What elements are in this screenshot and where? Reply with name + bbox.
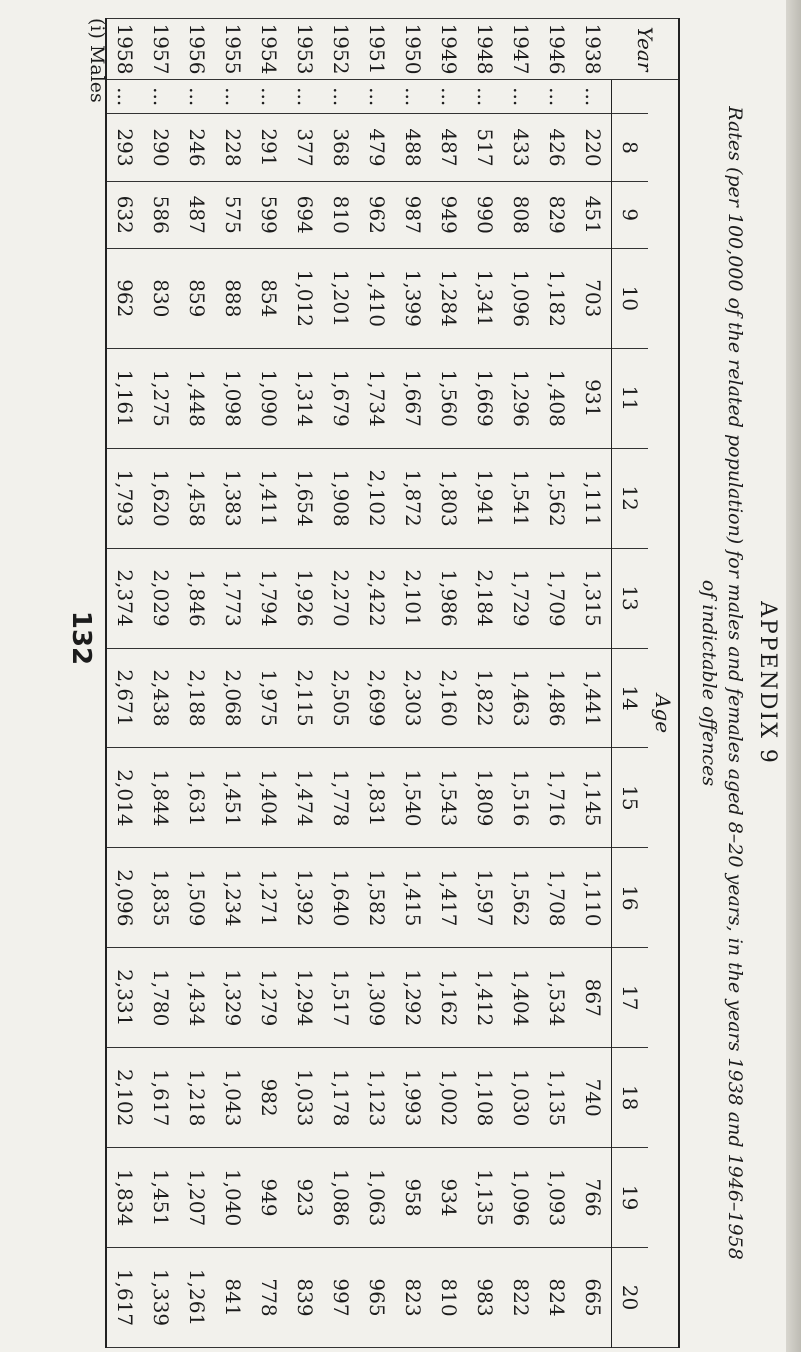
table-cell: 990 (467, 181, 503, 248)
table-cell: 1,043 (215, 1048, 251, 1148)
table-cell: 2,374 (106, 548, 143, 648)
table-cell: 997 (323, 1248, 359, 1348)
age-col: 8 (612, 114, 649, 181)
table-cell: 1,294 (287, 948, 323, 1048)
table-cell: 1,908 (323, 448, 359, 548)
age-col: 18 (612, 1048, 649, 1148)
table-cell: 1,417 (431, 848, 467, 948)
table-cell: 2,160 (431, 648, 467, 748)
table-row (179, 19, 215, 1348)
table-cell: 1,451 (215, 748, 251, 848)
table-cell: 949 (251, 1148, 287, 1248)
table-cell: 1,279 (251, 948, 287, 1048)
table-cell: 2,303 (395, 648, 431, 748)
table-cell: 1,846 (179, 548, 215, 648)
table-cell: 1,451 (143, 1148, 179, 1248)
table-cell: 839 (287, 1248, 323, 1348)
table-cell: 368 (323, 114, 359, 181)
table-cell: 293 (106, 114, 143, 181)
table-row (467, 19, 503, 1348)
table-cell: 1,562 (539, 448, 575, 548)
table-cell: 1,803 (431, 448, 467, 548)
row-year: 1952 (323, 19, 359, 80)
table-cell: 2,068 (215, 648, 251, 748)
table-cell: 1,822 (467, 648, 503, 748)
table-row (539, 19, 575, 1348)
row-year: 1950 (395, 19, 431, 80)
table-row (359, 19, 395, 1348)
table-cell: ... (539, 80, 575, 114)
table-cell: 1,292 (395, 948, 431, 1048)
age-col: 12 (612, 448, 649, 548)
table-cell: 2,699 (359, 648, 395, 748)
table-cell: 810 (431, 1248, 467, 1348)
table-cell: 488 (395, 114, 431, 181)
table-cell: 1,411 (251, 448, 287, 548)
table-cell: 2,331 (106, 948, 143, 1048)
page-number: 132 (66, 610, 97, 666)
age-col: 14 (612, 648, 649, 748)
table-cell: 1,835 (143, 848, 179, 948)
table-cell: 1,341 (467, 248, 503, 348)
table-cell: 2,188 (179, 648, 215, 748)
table-cell: 433 (503, 114, 539, 181)
table-cell: 1,654 (287, 448, 323, 548)
table-cell: 1,540 (395, 748, 431, 848)
table-cell: 931 (575, 348, 612, 448)
table-cell: 1,093 (539, 1148, 575, 1248)
table-cell: 1,111 (575, 448, 612, 548)
table-cell: 1,314 (287, 348, 323, 448)
table-cell: 1,234 (215, 848, 251, 948)
table-cell: 2,270 (323, 548, 359, 648)
table-cell: ... (251, 80, 287, 114)
table-cell: 1,178 (323, 1048, 359, 1148)
page-edge (786, 0, 801, 1352)
table-cell: 2,096 (106, 848, 143, 948)
table-cell: 1,410 (359, 248, 395, 348)
row-year: 1957 (143, 19, 179, 80)
table-cell: ... (179, 80, 215, 114)
table-cell: 1,517 (323, 948, 359, 1048)
table-cell: 934 (431, 1148, 467, 1248)
table-cell: 2,014 (106, 748, 143, 848)
table-cell: 1,708 (539, 848, 575, 948)
table-cell: 586 (143, 181, 179, 248)
table-cell: 1,182 (539, 248, 575, 348)
row-year: 1946 (539, 19, 575, 80)
table-cell: 1,975 (251, 648, 287, 748)
table-cell: 1,284 (431, 248, 467, 348)
table-cell: 2,102 (106, 1048, 143, 1148)
table-cell: 1,315 (575, 548, 612, 648)
table-cell: 1,773 (215, 548, 251, 648)
age-col-blank (612, 80, 649, 114)
table-cell: 1,831 (359, 748, 395, 848)
table-cell: 822 (503, 1248, 539, 1348)
table-cell: 517 (467, 114, 503, 181)
table-cell: 1,415 (395, 848, 431, 948)
table-cell: 808 (503, 181, 539, 248)
table-row (106, 19, 143, 1348)
table-cell: 965 (359, 1248, 395, 1348)
table-cell: 1,329 (215, 948, 251, 1048)
table-cell: 1,793 (106, 448, 143, 548)
table-cell: 982 (251, 1048, 287, 1148)
table-cell: 1,780 (143, 948, 179, 1048)
table-cell: 2,422 (359, 548, 395, 648)
table-cell: 1,474 (287, 748, 323, 848)
table-cell: 962 (106, 248, 143, 348)
table-cell: 2,671 (106, 648, 143, 748)
table-cell: 1,809 (467, 748, 503, 848)
table-cell: 1,145 (575, 748, 612, 848)
table-cell: 377 (287, 114, 323, 181)
table-cell: 1,516 (503, 748, 539, 848)
table-cell: 1,063 (359, 1148, 395, 1248)
table-cell: 1,408 (539, 348, 575, 448)
table-cell: ... (395, 80, 431, 114)
table-cell: 1,543 (431, 748, 467, 848)
table-cell: 451 (575, 181, 612, 248)
table-cell: 859 (179, 248, 215, 348)
table-cell: 1,734 (359, 348, 395, 448)
table-cell: 426 (539, 114, 575, 181)
table-cell: 1,617 (143, 1048, 179, 1148)
age-values-row (612, 19, 649, 1348)
row-year: 1955 (215, 19, 251, 80)
table-cell: 854 (251, 248, 287, 348)
table-cell: 1,040 (215, 1148, 251, 1248)
age-col: 15 (612, 748, 649, 848)
table-cell: 1,096 (503, 1148, 539, 1248)
table-cell: 1,560 (431, 348, 467, 448)
table-cell: 1,275 (143, 348, 179, 448)
table-row (323, 19, 359, 1348)
table-cell: 291 (251, 114, 287, 181)
table-cell: 1,631 (179, 748, 215, 848)
table-cell: 962 (359, 181, 395, 248)
table-cell: 1,207 (179, 1148, 215, 1248)
table-cell: 1,709 (539, 548, 575, 648)
table-cell: 1,778 (323, 748, 359, 848)
table-cell: ... (106, 80, 143, 114)
table-cell: 841 (215, 1248, 251, 1348)
table-cell: 1,794 (251, 548, 287, 648)
table-cell: 694 (287, 181, 323, 248)
table-cell: ... (143, 80, 179, 114)
table-cell: 1,096 (503, 248, 539, 348)
table-cell: 778 (251, 1248, 287, 1348)
table-cell: 1,534 (539, 948, 575, 1048)
row-year: 1938 (575, 19, 612, 80)
table-cell: ... (215, 80, 251, 114)
table-cell: 1,123 (359, 1048, 395, 1148)
table-row (251, 19, 287, 1348)
table-cell: 1,926 (287, 548, 323, 648)
section-label: (i) Males (86, 18, 108, 103)
table-cell: 1,162 (431, 948, 467, 1048)
table-row (395, 19, 431, 1348)
age-col: 11 (612, 348, 649, 448)
table-cell: 2,115 (287, 648, 323, 748)
offences-rate-table (105, 18, 680, 1348)
table-cell: 1,309 (359, 948, 395, 1048)
table-cell: 1,582 (359, 848, 395, 948)
table-cell: 1,218 (179, 1048, 215, 1148)
table-cell: 1,404 (503, 948, 539, 1048)
row-year: 1958 (106, 19, 143, 80)
table-cell: 1,834 (106, 1148, 143, 1248)
table-cell: 246 (179, 114, 215, 181)
table-row (575, 19, 612, 1348)
table-cell: 1,002 (431, 1048, 467, 1148)
rotated-page-inner (20, 18, 780, 1348)
table-row (431, 19, 467, 1348)
table-cell: 228 (215, 114, 251, 181)
table-cell: 1,392 (287, 848, 323, 948)
table-cell: 1,383 (215, 448, 251, 548)
rotated-page (20, 18, 780, 1348)
table-cell: 632 (106, 181, 143, 248)
table-cell: 1,033 (287, 1048, 323, 1148)
age-col: 17 (612, 948, 649, 1048)
table-cell: 867 (575, 948, 612, 1048)
caption-line-1: Rates (per 100,000 of the related population) for males and females aged 8–20 years, in the years 1938 and 1946–1958 (724, 106, 746, 1260)
table-cell: ... (575, 80, 612, 114)
table-cell: 1,412 (467, 948, 503, 1048)
table-cell: ... (323, 80, 359, 114)
table-cell: 1,844 (143, 748, 179, 848)
age-header-row (648, 19, 679, 1348)
table-row (503, 19, 539, 1348)
row-year: 1956 (179, 19, 215, 80)
table-cell: 599 (251, 181, 287, 248)
table-cell: 1,463 (503, 648, 539, 748)
table-cell: 830 (143, 248, 179, 348)
age-header: Age (648, 80, 679, 1348)
table-cell: 987 (395, 181, 431, 248)
caption-line-2: of indictable offences (698, 579, 720, 787)
table-cell: ... (503, 80, 539, 114)
table-cell: 1,441 (575, 648, 612, 748)
age-col: 13 (612, 548, 649, 648)
table-cell: 1,679 (323, 348, 359, 448)
table-cell: 1,030 (503, 1048, 539, 1148)
table-cell: 1,271 (251, 848, 287, 948)
table-cell: ... (431, 80, 467, 114)
table-cell: 1,086 (323, 1148, 359, 1248)
table-cell: 1,090 (251, 348, 287, 448)
table-cell: 2,102 (359, 448, 395, 548)
row-year: 1948 (467, 19, 503, 80)
table-cell: 1,135 (467, 1148, 503, 1248)
table-cell: 1,620 (143, 448, 179, 548)
table-cell: 1,716 (539, 748, 575, 848)
table-cell: 810 (323, 181, 359, 248)
table-cell: 949 (431, 181, 467, 248)
table-row (287, 19, 323, 1348)
table-cell: 479 (359, 114, 395, 181)
age-col: 10 (612, 248, 649, 348)
table-cell: 2,101 (395, 548, 431, 648)
table-cell: 1,296 (503, 348, 539, 448)
table-cell: 1,993 (395, 1048, 431, 1148)
table-cell: 1,562 (503, 848, 539, 948)
table-cell: 575 (215, 181, 251, 248)
table-cell: 2,438 (143, 648, 179, 748)
table-cell: 766 (575, 1148, 612, 1248)
age-col: 9 (612, 181, 649, 248)
table-cell: 1,667 (395, 348, 431, 448)
table-cell: 823 (395, 1248, 431, 1348)
table-cell: 2,029 (143, 548, 179, 648)
table-cell: ... (287, 80, 323, 114)
table-cell: ... (467, 80, 503, 114)
appendix-title: APPENDIX 9 (755, 601, 780, 765)
table-cell: 1,486 (539, 648, 575, 748)
table-cell: 1,617 (106, 1248, 143, 1348)
row-year: 1949 (431, 19, 467, 80)
table-cell: 1,404 (251, 748, 287, 848)
table-cell: 1,669 (467, 348, 503, 448)
table-cell: 923 (287, 1148, 323, 1248)
table-body (106, 19, 612, 1348)
table-cell: 1,941 (467, 448, 503, 548)
table-cell: 1,339 (143, 1248, 179, 1348)
table-cell: 2,184 (467, 548, 503, 648)
table-cell: 1,448 (179, 348, 215, 448)
table-cell: ... (359, 80, 395, 114)
table-cell: 1,261 (179, 1248, 215, 1348)
table-cell: 1,640 (323, 848, 359, 948)
age-col: 19 (612, 1148, 649, 1248)
table-cell: 888 (215, 248, 251, 348)
table-cell: 1,135 (539, 1048, 575, 1148)
row-year: 1947 (503, 19, 539, 80)
table-cell: 1,986 (431, 548, 467, 648)
table-cell: 983 (467, 1248, 503, 1348)
table-cell: 487 (179, 181, 215, 248)
row-year: 1953 (287, 19, 323, 80)
age-col: 16 (612, 848, 649, 948)
table-cell: 1,012 (287, 248, 323, 348)
table-cell: 2,505 (323, 648, 359, 748)
table-cell: 1,399 (395, 248, 431, 348)
table-cell: 1,098 (215, 348, 251, 448)
table-cell: 824 (539, 1248, 575, 1348)
table-row (215, 19, 251, 1348)
table-cell: 1,110 (575, 848, 612, 948)
table-cell: 829 (539, 181, 575, 248)
table-cell: 1,161 (106, 348, 143, 448)
table-cell: 1,541 (503, 448, 539, 548)
table-cell: 290 (143, 114, 179, 181)
table-cell: 1,108 (467, 1048, 503, 1148)
table-cell: 487 (431, 114, 467, 181)
table-cell: 1,597 (467, 848, 503, 948)
table-cell: 958 (395, 1148, 431, 1248)
table-cell: 1,434 (179, 948, 215, 1048)
table-cell: 1,509 (179, 848, 215, 948)
row-year: 1951 (359, 19, 395, 80)
age-col: 20 (612, 1248, 649, 1348)
table-cell: 740 (575, 1048, 612, 1148)
year-header: Year (612, 19, 680, 80)
table-cell: 1,458 (179, 448, 215, 548)
table-cell: 1,872 (395, 448, 431, 548)
table-cell: 220 (575, 114, 612, 181)
table-cell: 1,201 (323, 248, 359, 348)
table-cell: 665 (575, 1248, 612, 1348)
table-cell: 703 (575, 248, 612, 348)
row-year: 1954 (251, 19, 287, 80)
table-row (143, 19, 179, 1348)
table-cell: 1,729 (503, 548, 539, 648)
